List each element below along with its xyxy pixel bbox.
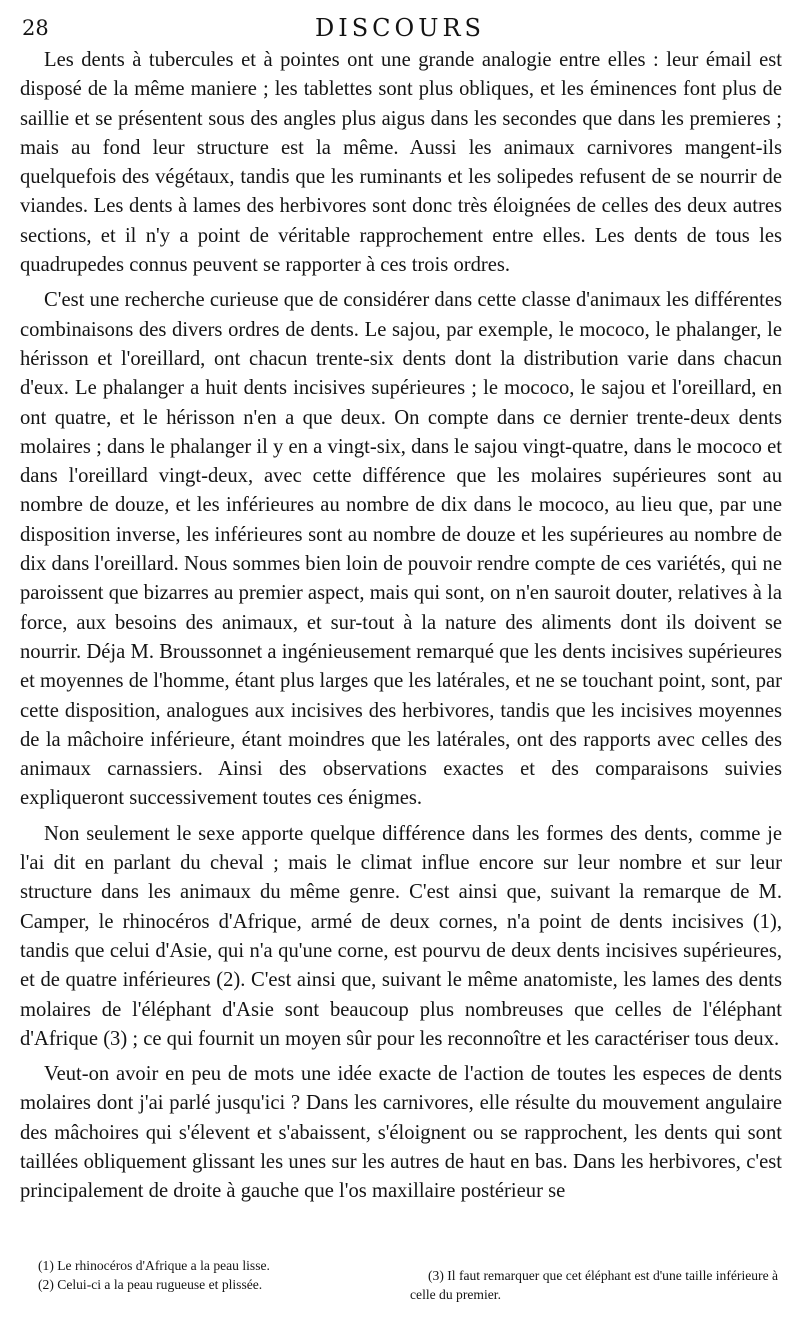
paragraph: Non seulement le sexe apporte quelque différence dans les formes des dents, comme je l'ai dit en parlant du cheval ; mais le climat influe encore sur leur nombre et sur leur structure dans les animaux du même genre. C'est ainsi que, suivant la remarque de M. Camper, le rhinocéros d'Afrique, armé de deux cornes, n'a point de dents incisives (1), tandis que celui d'Asie, qui n'a qu'une corne, est pourvu de deux dents incisives supérieures, et de quatre inférieures (2). C'est ainsi que, suivant le même anatomiste, les lames des dents molaires de l'éléphant d'Asie sont beaucoup plus nombreuses que celles de l'éléphant d'Afrique (3) ; ce qui fournit un moyen sûr pour les reconnoître et les caractériser tous deux. bbox=[20, 822, 782, 1050]
footnotes bbox=[38, 1256, 780, 1304]
body-text bbox=[20, 46, 782, 1213]
paragraph: Les dents à tubercules et à pointes ont une grande analogie entre elles : leur émail est disposé de la même maniere ; les tablettes sont plus obliques, et les éminences font plus de saillie et se présentent sous des angles plus aigus dans les secondes que dans les premieres ; mais au fond leur structure est la même. Aussi les animaux carnivores mangent-ils quelquefois des végétaux, tandis que les ruminants et les solipedes refusent de se nourrir de viandes. Les dents à lames des herbivores sont donc très éloignées de celles des deux autres sections, et il n'y a point de véritable rapprochement entre elles. Les dents de tous les quadrupedes connus peuvent se rapporter à ces trois ordres. bbox=[20, 49, 782, 277]
page-number: 28 bbox=[22, 16, 49, 40]
footnote: (1) Le rhinocéros d'Afrique a la peau lisse. bbox=[38, 1258, 270, 1273]
running-head: DISCOURS bbox=[315, 14, 485, 42]
paragraph: Veut-on avoir en peu de mots une idée exacte de l'action de toutes les especes de dents molaires dont j'ai parlé jusqu'ici ? Dans les carnivores, elle résulte du mouvement angulaire des mâchoires qui s'élevent et s'abaissent, s'éloignent ou se rapprochent, les dents qui sont taillées obliquement glissant les unes sur les autres de haut en bas. Dans les herbivores, c'est principalement de droite à gauche que l'os maxillaire postérieur se bbox=[20, 1063, 782, 1203]
footnotes-left-column bbox=[38, 1256, 368, 1304]
paragraph: C'est une recherche curieuse que de considérer dans cette classe d'animaux les différentes combinaisons des divers ordres de dents. Le sajou, par exemple, le mococo, le phalanger, le hérisson et l'oreillard, ont chacun trente-six dents dont la distribution varie dans chacun d'eux. Le phalanger a huit dents incisives supérieures ; le mococo, le sajou et l'oreillard, en ont quatre, et le hérisson n'en a que deux. On compte dans ce dernier trente-deux dents molaires ; dans le phalanger il y en a vingt-six, dans le sajou vingt-quatre, dans le mococo et dans l'oreillard vingt-deux, avec cette différence que les molaires supérieures sont au nombre de douze, et les inférieures au nombre de dix dans le mococo, au lieu que, par une disposition inverse, les inférieures sont au nombre de douze et les supérieures au nombre de dix dans l'oreillard. Nous sommes bien loin de pouvoir rendre compte de ces variétés, qui ne paroissent que bizarres au premier aspect, mais qui sont, on n'en sauroit douter, relatives à la force, aux besoins des animaux, et sur-tout à la nature des aliments dont ils doivent se nourrir. Déja M. Broussonnet a ingénieusement remarqué que les dents incisives supérieures et moyennes de l'homme, étant plus larges que les latérales, et ne se touchant point, sont, par cette disposition, analogues aux incisives des herbivores, tandis que les incisives moyennes de la mâchoire inférieure, étant moindres que les latérales, ont des rapports avec celles des animaux carnassiers. Ainsi des observations exactes et des comparaisons suivies expliqueront successivement toutes ces énigmes. bbox=[20, 289, 782, 810]
footnote: (2) Celui-ci a la peau rugueuse et plissée. bbox=[38, 1277, 263, 1292]
page-header bbox=[0, 10, 800, 46]
footnotes-right-column bbox=[410, 1256, 780, 1304]
footnote: (3) Il faut remarquer que cet éléphant est d'une taille inférieure à celle du premier. bbox=[410, 1268, 779, 1302]
